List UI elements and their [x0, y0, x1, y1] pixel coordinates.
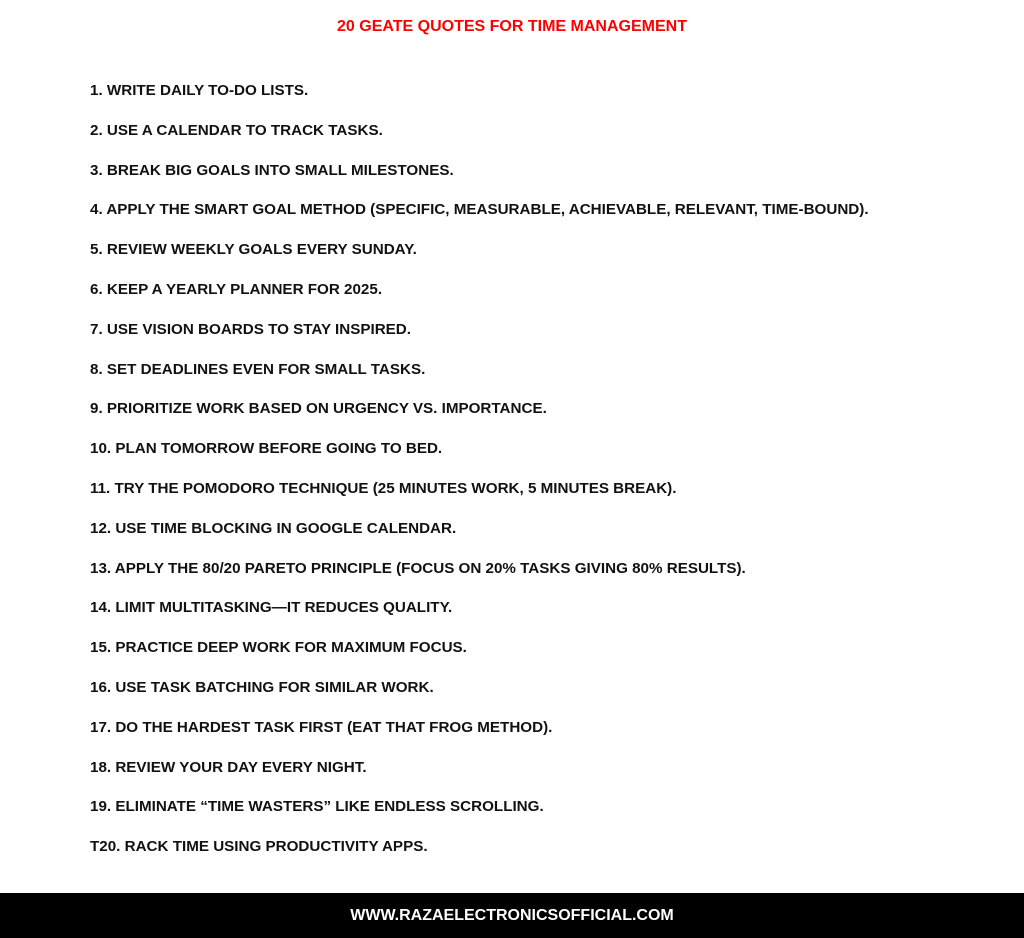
- list-item: 12. USE TIME BLOCKING IN GOOGLE CALENDAR.: [90, 519, 457, 537]
- list-item: 3. BREAK BIG GOALS INTO SMALL MILESTONES.: [90, 161, 454, 179]
- list-item: 13. APPLY THE 80/20 PARETO PRINCIPLE (FOCUS ON 20% TASKS GIVING 80% RESULTS).: [90, 559, 746, 577]
- list-item: T20. RACK TIME USING PRODUCTIVITY APPS.: [90, 838, 428, 856]
- list-item: 7. USE VISION BOARDS TO STAY INSPIRED.: [90, 320, 411, 338]
- list-item: 10. PLAN TOMORROW BEFORE GOING TO BED.: [90, 440, 443, 458]
- footer-bar: [0, 893, 1024, 938]
- list-item: 4. APPLY THE SMART GOAL METHOD (SPECIFIC, MEASURABLE, ACHIEVABLE, RELEVANT, TIME-BOUND).: [90, 201, 869, 219]
- tips-list: [90, 81, 869, 877]
- list-item: 19. ELIMINATE “TIME WASTERS” LIKE ENDLESS SCROLLING.: [90, 798, 544, 816]
- list-item: 8. SET DEADLINES EVEN FOR SMALL TASKS.: [90, 360, 426, 378]
- list-item: 9. PRIORITIZE WORK BASED ON URGENCY VS. IMPORTANCE.: [90, 400, 547, 418]
- list-item: 16. USE TASK BATCHING FOR SIMILAR WORK.: [90, 678, 434, 696]
- list-item: 5. REVIEW WEEKLY GOALS EVERY SUNDAY.: [90, 241, 417, 259]
- list-item: 14. LIMIT MULTITASKING—IT REDUCES QUALITY.: [90, 599, 453, 617]
- list-item: 11. TRY THE POMODORO TECHNIQUE (25 MINUTES WORK, 5 MINUTES BREAK).: [90, 479, 677, 497]
- list-item: 1. WRITE DAILY TO-DO LISTS.: [90, 82, 309, 99]
- website-url: WWW.RAZAELECTRONICSOFFICIAL.COM: [350, 907, 674, 924]
- list-item: 18. REVIEW YOUR DAY EVERY NIGHT.: [90, 758, 367, 776]
- list-item: 15. PRACTICE DEEP WORK FOR MAXIMUM FOCUS.: [90, 639, 467, 657]
- list-item: 6. KEEP A YEARLY PLANNER FOR 2025.: [90, 280, 383, 298]
- page-title: 20 GEATE QUOTES FOR TIME MANAGEMENT: [337, 18, 687, 35]
- list-item: 17. DO THE HARDEST TASK FIRST (EAT THAT FROG METHOD).: [90, 718, 553, 736]
- list-item: 2. USE A CALENDAR TO TRACK TASKS.: [90, 121, 383, 139]
